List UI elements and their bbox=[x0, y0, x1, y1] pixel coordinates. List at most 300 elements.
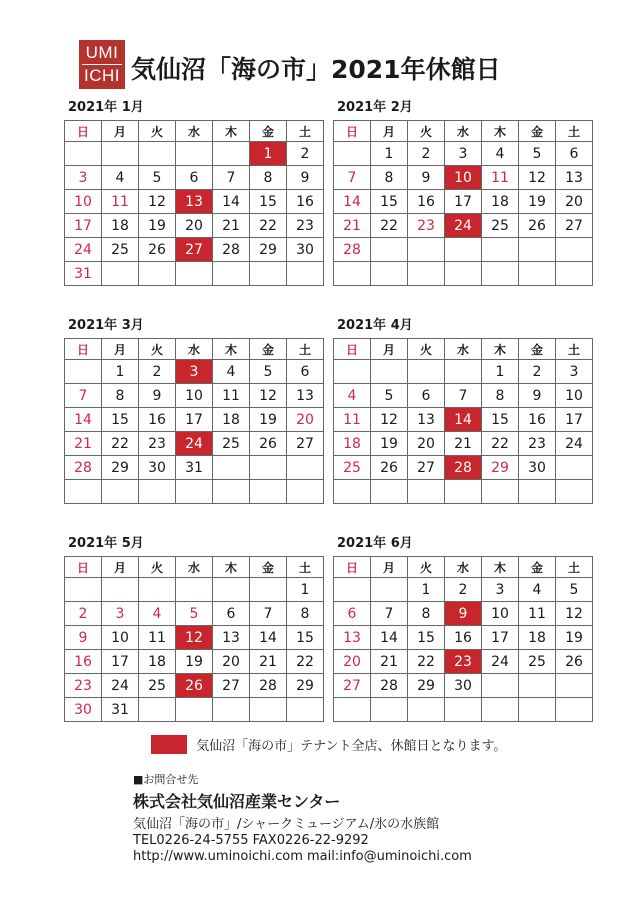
day-cell: 27 bbox=[176, 238, 213, 262]
day-cell: 3 bbox=[176, 360, 213, 384]
week-row bbox=[334, 480, 593, 504]
month-calendar-jan bbox=[64, 99, 316, 286]
calendar-grid bbox=[64, 556, 324, 722]
day-cell: 22 bbox=[408, 650, 445, 674]
empty-day-cell bbox=[139, 480, 176, 504]
day-cell: 1 bbox=[371, 142, 408, 166]
day-cell: 23 bbox=[445, 650, 482, 674]
day-cell: 18 bbox=[139, 650, 176, 674]
day-cell: 9 bbox=[445, 602, 482, 626]
month-calendar-apr bbox=[333, 317, 585, 504]
day-cell: 4 bbox=[213, 360, 250, 384]
empty-day-cell bbox=[371, 578, 408, 602]
weekday-header-row bbox=[65, 121, 324, 142]
day-cell: 17 bbox=[102, 650, 139, 674]
weekday-header: 水 bbox=[176, 121, 213, 142]
day-cell: 29 bbox=[102, 456, 139, 480]
weekday-header: 水 bbox=[445, 121, 482, 142]
day-cell: 5 bbox=[139, 166, 176, 190]
day-cell: 18 bbox=[334, 432, 371, 456]
day-cell: 24 bbox=[65, 238, 102, 262]
empty-day-cell bbox=[65, 360, 102, 384]
day-cell: 21 bbox=[65, 432, 102, 456]
empty-day-cell bbox=[287, 456, 324, 480]
week-row bbox=[65, 480, 324, 504]
day-cell: 14 bbox=[213, 190, 250, 214]
day-cell: 10 bbox=[482, 602, 519, 626]
day-cell: 2 bbox=[519, 360, 556, 384]
day-cell: 2 bbox=[139, 360, 176, 384]
month-calendar-may bbox=[64, 535, 316, 722]
day-cell: 5 bbox=[371, 384, 408, 408]
empty-day-cell bbox=[371, 262, 408, 286]
weekday-header: 金 bbox=[519, 339, 556, 360]
weekday-header: 木 bbox=[213, 121, 250, 142]
empty-day-cell bbox=[445, 480, 482, 504]
day-cell: 22 bbox=[287, 650, 324, 674]
empty-day-cell bbox=[519, 698, 556, 722]
day-cell: 12 bbox=[519, 166, 556, 190]
day-cell: 3 bbox=[102, 602, 139, 626]
week-row bbox=[65, 698, 324, 722]
empty-day-cell bbox=[556, 456, 593, 480]
day-cell: 24 bbox=[482, 650, 519, 674]
empty-day-cell bbox=[371, 480, 408, 504]
weekday-header: 月 bbox=[102, 339, 139, 360]
day-cell: 14 bbox=[250, 626, 287, 650]
contact-heading: ■お問合せ先 bbox=[133, 773, 199, 786]
day-cell: 8 bbox=[287, 602, 324, 626]
day-cell: 1 bbox=[408, 578, 445, 602]
day-cell: 26 bbox=[371, 456, 408, 480]
day-cell: 19 bbox=[176, 650, 213, 674]
day-cell: 16 bbox=[139, 408, 176, 432]
week-row bbox=[65, 190, 324, 214]
day-cell: 20 bbox=[176, 214, 213, 238]
week-row bbox=[334, 626, 593, 650]
week-row bbox=[65, 238, 324, 262]
empty-day-cell bbox=[176, 698, 213, 722]
day-cell: 18 bbox=[102, 214, 139, 238]
day-cell: 31 bbox=[65, 262, 102, 286]
day-cell: 5 bbox=[519, 142, 556, 166]
day-cell: 23 bbox=[287, 214, 324, 238]
empty-day-cell bbox=[371, 360, 408, 384]
empty-day-cell bbox=[250, 578, 287, 602]
weekday-header: 日 bbox=[65, 121, 102, 142]
week-row bbox=[65, 578, 324, 602]
weekday-header: 火 bbox=[408, 557, 445, 578]
phone-fax-line: TEL0226-24-5755 FAX0226-22-9292 bbox=[133, 833, 369, 848]
weekday-header: 金 bbox=[519, 121, 556, 142]
weekday-header: 金 bbox=[250, 339, 287, 360]
day-cell: 3 bbox=[65, 166, 102, 190]
day-cell: 1 bbox=[250, 142, 287, 166]
day-cell: 2 bbox=[445, 578, 482, 602]
day-cell: 28 bbox=[334, 238, 371, 262]
day-cell: 30 bbox=[519, 456, 556, 480]
empty-day-cell bbox=[250, 262, 287, 286]
day-cell: 23 bbox=[139, 432, 176, 456]
day-cell: 15 bbox=[287, 626, 324, 650]
week-row bbox=[334, 698, 593, 722]
day-cell: 19 bbox=[556, 626, 593, 650]
day-cell: 30 bbox=[287, 238, 324, 262]
day-cell: 14 bbox=[445, 408, 482, 432]
calendar-grid bbox=[333, 556, 593, 722]
weekday-header: 金 bbox=[250, 557, 287, 578]
weekday-header: 月 bbox=[371, 557, 408, 578]
day-cell: 1 bbox=[287, 578, 324, 602]
day-cell: 20 bbox=[287, 408, 324, 432]
day-cell: 4 bbox=[102, 166, 139, 190]
weekday-header: 日 bbox=[334, 557, 371, 578]
closed-day-swatch bbox=[151, 735, 187, 754]
day-cell: 11 bbox=[139, 626, 176, 650]
day-cell: 9 bbox=[139, 384, 176, 408]
day-cell: 22 bbox=[102, 432, 139, 456]
company-name: 株式会社気仙沼産業センター bbox=[133, 792, 341, 811]
empty-day-cell bbox=[334, 578, 371, 602]
day-cell: 24 bbox=[445, 214, 482, 238]
weekday-header: 水 bbox=[445, 557, 482, 578]
day-cell: 8 bbox=[371, 166, 408, 190]
weekday-header: 土 bbox=[556, 557, 593, 578]
day-cell: 17 bbox=[556, 408, 593, 432]
weekday-header-row bbox=[334, 121, 593, 142]
calendar-grid bbox=[333, 338, 593, 504]
day-cell: 4 bbox=[334, 384, 371, 408]
empty-day-cell bbox=[213, 262, 250, 286]
empty-day-cell bbox=[334, 142, 371, 166]
day-cell: 2 bbox=[287, 142, 324, 166]
empty-day-cell bbox=[213, 698, 250, 722]
weekday-header: 火 bbox=[139, 339, 176, 360]
day-cell: 28 bbox=[213, 238, 250, 262]
day-cell: 15 bbox=[482, 408, 519, 432]
day-cell: 14 bbox=[334, 190, 371, 214]
day-cell: 23 bbox=[408, 214, 445, 238]
weekday-header: 水 bbox=[176, 557, 213, 578]
empty-day-cell bbox=[65, 578, 102, 602]
day-cell: 5 bbox=[176, 602, 213, 626]
week-row bbox=[65, 408, 324, 432]
day-cell: 13 bbox=[176, 190, 213, 214]
week-row bbox=[65, 674, 324, 698]
day-cell: 10 bbox=[556, 384, 593, 408]
day-cell: 11 bbox=[334, 408, 371, 432]
day-cell: 10 bbox=[176, 384, 213, 408]
empty-day-cell bbox=[139, 142, 176, 166]
weekday-header: 金 bbox=[250, 121, 287, 142]
day-cell: 24 bbox=[176, 432, 213, 456]
empty-day-cell bbox=[102, 480, 139, 504]
day-cell: 9 bbox=[287, 166, 324, 190]
day-cell: 20 bbox=[334, 650, 371, 674]
empty-day-cell bbox=[250, 698, 287, 722]
day-cell: 14 bbox=[371, 626, 408, 650]
week-row bbox=[334, 384, 593, 408]
empty-day-cell bbox=[102, 142, 139, 166]
empty-day-cell bbox=[445, 698, 482, 722]
empty-day-cell bbox=[556, 262, 593, 286]
weekday-header: 火 bbox=[139, 557, 176, 578]
day-cell: 3 bbox=[556, 360, 593, 384]
day-cell: 14 bbox=[65, 408, 102, 432]
month-title: 2021年 1月 bbox=[68, 100, 144, 115]
day-cell: 25 bbox=[102, 238, 139, 262]
empty-day-cell bbox=[556, 674, 593, 698]
day-cell: 6 bbox=[287, 360, 324, 384]
logo-line-1: UMI bbox=[82, 42, 122, 65]
weekday-header: 火 bbox=[408, 121, 445, 142]
day-cell: 12 bbox=[250, 384, 287, 408]
empty-day-cell bbox=[482, 238, 519, 262]
day-cell: 23 bbox=[65, 674, 102, 698]
day-cell: 26 bbox=[176, 674, 213, 698]
empty-day-cell bbox=[102, 262, 139, 286]
day-cell: 7 bbox=[213, 166, 250, 190]
day-cell: 6 bbox=[556, 142, 593, 166]
empty-day-cell bbox=[371, 238, 408, 262]
week-row bbox=[334, 190, 593, 214]
day-cell: 16 bbox=[287, 190, 324, 214]
day-cell: 8 bbox=[408, 602, 445, 626]
legend bbox=[151, 734, 506, 754]
calendar-grid bbox=[64, 338, 324, 504]
weekday-header: 金 bbox=[519, 557, 556, 578]
empty-day-cell bbox=[65, 142, 102, 166]
empty-day-cell bbox=[334, 698, 371, 722]
day-cell: 20 bbox=[213, 650, 250, 674]
week-row bbox=[334, 166, 593, 190]
day-cell: 30 bbox=[139, 456, 176, 480]
empty-day-cell bbox=[519, 238, 556, 262]
weekday-header: 日 bbox=[65, 557, 102, 578]
day-cell: 6 bbox=[408, 384, 445, 408]
empty-day-cell bbox=[482, 480, 519, 504]
empty-day-cell bbox=[213, 142, 250, 166]
day-cell: 19 bbox=[519, 190, 556, 214]
day-cell: 25 bbox=[482, 214, 519, 238]
day-cell: 7 bbox=[371, 602, 408, 626]
day-cell: 19 bbox=[139, 214, 176, 238]
day-cell: 21 bbox=[371, 650, 408, 674]
empty-day-cell bbox=[102, 578, 139, 602]
day-cell: 10 bbox=[102, 626, 139, 650]
weekday-header: 火 bbox=[139, 121, 176, 142]
weekday-header: 日 bbox=[65, 339, 102, 360]
day-cell: 2 bbox=[408, 142, 445, 166]
day-cell: 6 bbox=[213, 602, 250, 626]
day-cell: 16 bbox=[408, 190, 445, 214]
day-cell: 16 bbox=[65, 650, 102, 674]
weekday-header: 土 bbox=[287, 557, 324, 578]
day-cell: 6 bbox=[176, 166, 213, 190]
day-cell: 3 bbox=[482, 578, 519, 602]
week-row bbox=[334, 456, 593, 480]
weekday-header: 木 bbox=[213, 339, 250, 360]
week-row bbox=[65, 142, 324, 166]
day-cell: 17 bbox=[445, 190, 482, 214]
month-title: 2021年 5月 bbox=[68, 536, 144, 551]
weekday-header-row bbox=[65, 339, 324, 360]
contact-info bbox=[133, 771, 472, 864]
week-row bbox=[65, 602, 324, 626]
day-cell: 2 bbox=[65, 602, 102, 626]
empty-day-cell bbox=[176, 142, 213, 166]
day-cell: 16 bbox=[445, 626, 482, 650]
weekday-header: 水 bbox=[176, 339, 213, 360]
empty-day-cell bbox=[408, 480, 445, 504]
empty-day-cell bbox=[556, 238, 593, 262]
day-cell: 25 bbox=[139, 674, 176, 698]
day-cell: 11 bbox=[213, 384, 250, 408]
day-cell: 19 bbox=[250, 408, 287, 432]
week-row bbox=[334, 142, 593, 166]
weekday-header: 木 bbox=[213, 557, 250, 578]
day-cell: 29 bbox=[482, 456, 519, 480]
day-cell: 27 bbox=[408, 456, 445, 480]
empty-day-cell bbox=[556, 480, 593, 504]
day-cell: 22 bbox=[482, 432, 519, 456]
week-row bbox=[65, 626, 324, 650]
day-cell: 23 bbox=[519, 432, 556, 456]
weekday-header: 水 bbox=[445, 339, 482, 360]
empty-day-cell bbox=[371, 698, 408, 722]
calendar-grid bbox=[64, 120, 324, 286]
day-cell: 17 bbox=[176, 408, 213, 432]
empty-day-cell bbox=[334, 480, 371, 504]
day-cell: 11 bbox=[102, 190, 139, 214]
day-cell: 16 bbox=[519, 408, 556, 432]
day-cell: 4 bbox=[482, 142, 519, 166]
week-row bbox=[65, 360, 324, 384]
day-cell: 26 bbox=[139, 238, 176, 262]
day-cell: 3 bbox=[445, 142, 482, 166]
day-cell: 31 bbox=[176, 456, 213, 480]
day-cell: 11 bbox=[519, 602, 556, 626]
day-cell: 24 bbox=[556, 432, 593, 456]
empty-day-cell bbox=[139, 262, 176, 286]
facilities-line: 気仙沼「海の市」/シャークミュージアム/氷の水族館 bbox=[133, 817, 440, 832]
weekday-header: 土 bbox=[556, 339, 593, 360]
month-calendar-feb bbox=[333, 99, 585, 286]
weekday-header-row bbox=[65, 557, 324, 578]
day-cell: 27 bbox=[287, 432, 324, 456]
day-cell: 19 bbox=[371, 432, 408, 456]
web-mail-line: http://www.uminoichi.com mail:info@uminoichi.com bbox=[133, 849, 472, 864]
week-row bbox=[334, 578, 593, 602]
day-cell: 15 bbox=[408, 626, 445, 650]
weekday-header: 木 bbox=[482, 121, 519, 142]
week-row bbox=[65, 650, 324, 674]
empty-day-cell bbox=[334, 262, 371, 286]
day-cell: 31 bbox=[102, 698, 139, 722]
week-row bbox=[334, 214, 593, 238]
weekday-header: 月 bbox=[371, 121, 408, 142]
day-cell: 8 bbox=[482, 384, 519, 408]
day-cell: 9 bbox=[519, 384, 556, 408]
weekday-header: 日 bbox=[334, 339, 371, 360]
day-cell: 21 bbox=[445, 432, 482, 456]
empty-day-cell bbox=[556, 698, 593, 722]
weekday-header: 木 bbox=[482, 339, 519, 360]
day-cell: 21 bbox=[334, 214, 371, 238]
empty-day-cell bbox=[65, 480, 102, 504]
week-row bbox=[65, 432, 324, 456]
month-title: 2021年 6月 bbox=[337, 536, 413, 551]
day-cell: 13 bbox=[334, 626, 371, 650]
empty-day-cell bbox=[250, 456, 287, 480]
weekday-header: 月 bbox=[102, 557, 139, 578]
day-cell: 26 bbox=[556, 650, 593, 674]
day-cell: 26 bbox=[250, 432, 287, 456]
logo-line-2: ICHI bbox=[84, 66, 120, 85]
day-cell: 18 bbox=[213, 408, 250, 432]
page-title: 気仙沼「海の市」2021年休館日 bbox=[131, 55, 501, 84]
week-row bbox=[334, 238, 593, 262]
day-cell: 28 bbox=[65, 456, 102, 480]
day-cell: 15 bbox=[102, 408, 139, 432]
empty-day-cell bbox=[176, 262, 213, 286]
weekday-header: 日 bbox=[334, 121, 371, 142]
empty-day-cell bbox=[213, 578, 250, 602]
weekday-header: 土 bbox=[556, 121, 593, 142]
day-cell: 4 bbox=[519, 578, 556, 602]
empty-day-cell bbox=[408, 262, 445, 286]
empty-day-cell bbox=[408, 238, 445, 262]
day-cell: 12 bbox=[139, 190, 176, 214]
day-cell: 22 bbox=[250, 214, 287, 238]
day-cell: 25 bbox=[334, 456, 371, 480]
week-row bbox=[334, 360, 593, 384]
empty-day-cell bbox=[139, 578, 176, 602]
day-cell: 28 bbox=[250, 674, 287, 698]
day-cell: 28 bbox=[445, 456, 482, 480]
calendar-grid bbox=[333, 120, 593, 286]
day-cell: 1 bbox=[482, 360, 519, 384]
empty-day-cell bbox=[482, 262, 519, 286]
day-cell: 7 bbox=[250, 602, 287, 626]
day-cell: 27 bbox=[213, 674, 250, 698]
day-cell: 25 bbox=[213, 432, 250, 456]
month-calendar-jun bbox=[333, 535, 585, 722]
legend-text: 気仙沼「海の市」テナント全店、休館日となります。 bbox=[196, 739, 507, 754]
weekday-header: 月 bbox=[371, 339, 408, 360]
day-cell: 12 bbox=[371, 408, 408, 432]
empty-day-cell bbox=[408, 698, 445, 722]
day-cell: 22 bbox=[371, 214, 408, 238]
month-title: 2021年 3月 bbox=[68, 318, 144, 333]
week-row bbox=[334, 650, 593, 674]
umiichi-logo bbox=[79, 40, 125, 89]
day-cell: 18 bbox=[482, 190, 519, 214]
day-cell: 17 bbox=[482, 626, 519, 650]
week-row bbox=[334, 432, 593, 456]
empty-day-cell bbox=[519, 480, 556, 504]
empty-day-cell bbox=[139, 698, 176, 722]
month-title: 2021年 4月 bbox=[337, 318, 413, 333]
day-cell: 6 bbox=[334, 602, 371, 626]
day-cell: 1 bbox=[102, 360, 139, 384]
day-cell: 21 bbox=[250, 650, 287, 674]
day-cell: 9 bbox=[65, 626, 102, 650]
day-cell: 7 bbox=[65, 384, 102, 408]
empty-day-cell bbox=[250, 480, 287, 504]
day-cell: 13 bbox=[213, 626, 250, 650]
weekday-header: 火 bbox=[408, 339, 445, 360]
